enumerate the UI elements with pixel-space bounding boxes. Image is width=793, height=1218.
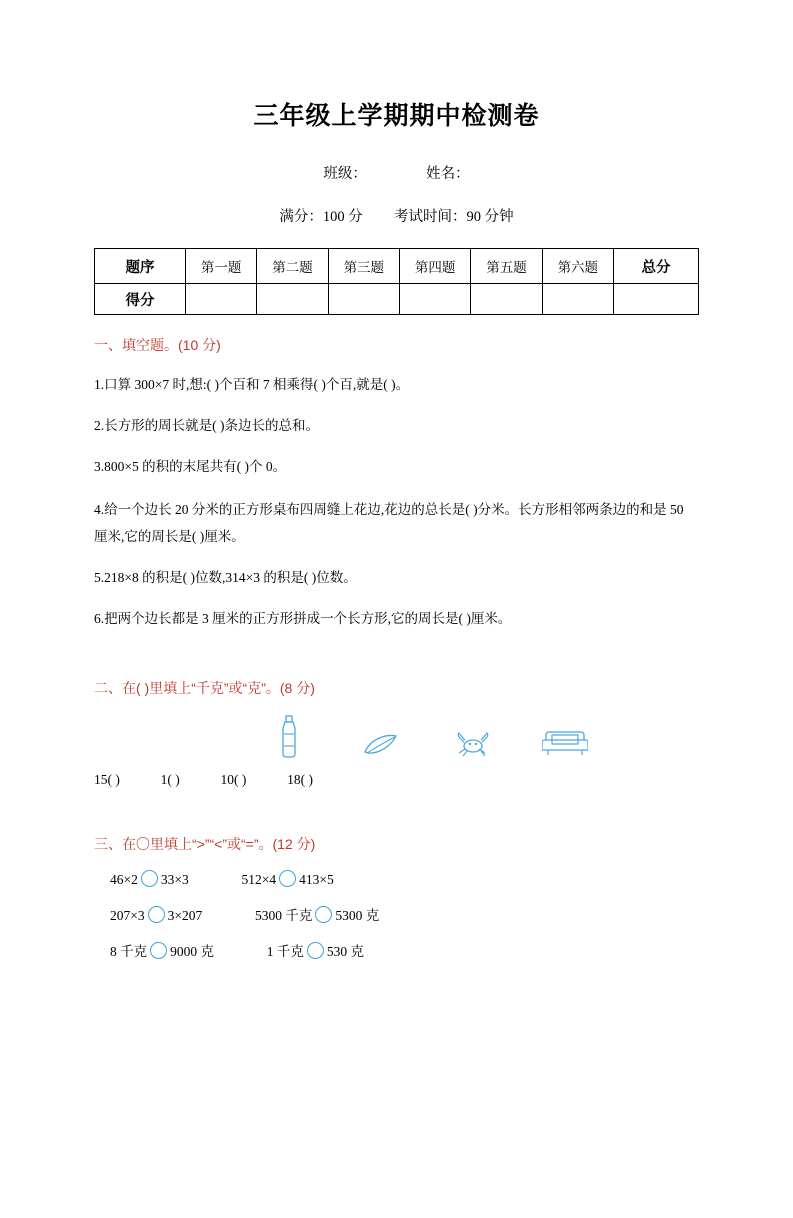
compare-right: 9000 克 <box>170 943 214 959</box>
compare-left: 1 千克 <box>266 943 304 959</box>
compare-right: 530 克 <box>326 943 364 959</box>
compare-right: 3×207 <box>167 907 203 923</box>
compare-circle[interactable] <box>150 942 167 959</box>
col-header-1: 第一题 <box>186 249 257 284</box>
col-header-3: 第三题 <box>328 249 399 284</box>
col-header-2: 第二题 <box>257 249 328 284</box>
compare-circle[interactable] <box>307 942 324 959</box>
page-title: 三年级上学期期中检测卷 <box>253 102 540 130</box>
score-table <box>94 248 699 315</box>
compare-right: 413×5 <box>299 871 334 887</box>
compare-right: 33×3 <box>160 871 189 887</box>
compare-left: 207×3 <box>110 907 145 923</box>
table-row <box>95 249 699 284</box>
full-score-label: 满分：100 分 <box>279 209 363 225</box>
compare-left: 5300 千克 <box>255 907 313 923</box>
score-cell-2[interactable] <box>257 284 328 315</box>
unit-answer-line <box>94 772 699 788</box>
score-cell-1[interactable] <box>186 284 257 315</box>
compare-item <box>255 904 379 924</box>
unit-answer-3[interactable]: 10( ) <box>220 771 247 787</box>
question-1-1: 1.口算 300×7 时,想:( )个百和 7 相乘得( )个百,就是( )。 <box>94 377 410 392</box>
question-1-2: 2.长方形的周长就是( )条边长的总和。 <box>94 417 319 433</box>
compare-row-1 <box>94 870 699 888</box>
col-header-5: 第五题 <box>471 249 542 284</box>
col-header-4: 第四题 <box>399 249 470 284</box>
compare-left: 46×2 <box>110 871 138 887</box>
question-1-5: 5.218×8 的积是( )位数,314×3 的积是( )位数。 <box>94 569 357 585</box>
row-header-score: 得分 <box>95 284 186 315</box>
score-cell-total[interactable] <box>614 284 699 315</box>
col-header-6: 第六题 <box>542 249 613 284</box>
section-heading-3: 三、在〇里填上“>”“<”或“=”。(12 分) <box>94 835 316 852</box>
section-heading-1: 一、填空题。(10 分) <box>94 337 221 353</box>
question-1-6: 6.把两个边长都是 3 厘米的正方形拼成一个长方形,它的周长是( )厘米。 <box>94 610 512 626</box>
class-label: 班级： <box>323 166 367 182</box>
row-header-question-order: 题序 <box>95 249 186 284</box>
unit-answer-1[interactable]: 15( ) <box>94 771 120 787</box>
compare-left: 8 千克 <box>110 943 148 959</box>
col-header-total: 总分 <box>614 249 699 284</box>
unit-answer-4[interactable]: 18( ) <box>287 771 313 787</box>
crab-icon <box>449 712 497 758</box>
sofa-icon <box>541 712 589 758</box>
exam-time-label: 考试时间：90 分钟 <box>394 209 514 225</box>
compare-right: 5300 克 <box>335 907 380 923</box>
score-cell-5[interactable] <box>471 284 542 315</box>
question-1-4: 4.给一个边长 20 分米的正方形桌布四周缝上花边,花边的总长是( )分米。长方形相邻两条边的和是 50 厘米,它的周长是( )厘米。 <box>94 501 684 544</box>
question-1-3: 3.800×5 的积的末尾共有( )个 0。 <box>94 458 287 474</box>
compare-row-2 <box>94 904 699 924</box>
compare-circle[interactable] <box>148 906 165 923</box>
compare-item <box>267 940 364 960</box>
score-cell-3[interactable] <box>328 284 399 315</box>
exam-meta-row <box>94 205 699 226</box>
unit-icons-row <box>94 712 699 758</box>
compare-circle[interactable] <box>315 906 332 923</box>
glue-bottle-icon <box>265 712 313 758</box>
exam-page <box>0 96 793 1218</box>
unit-answer-2[interactable]: 1( ) <box>160 771 180 787</box>
compare-row-3 <box>94 940 699 960</box>
table-row <box>95 284 699 315</box>
compare-item <box>110 940 214 960</box>
student-info-row <box>94 162 699 183</box>
name-label: 姓名： <box>426 166 470 182</box>
section-heading-2: 二、在( )里填上“千克”或“克”。(8 分) <box>94 679 315 696</box>
score-cell-6[interactable] <box>542 284 613 315</box>
compare-circle[interactable] <box>141 870 158 887</box>
compare-left: 512×4 <box>241 871 277 887</box>
score-cell-4[interactable] <box>399 284 470 315</box>
compare-circle[interactable] <box>279 870 296 887</box>
compare-item <box>242 870 334 888</box>
compare-item <box>110 906 202 924</box>
feather-icon <box>357 712 405 758</box>
compare-item <box>110 870 189 888</box>
